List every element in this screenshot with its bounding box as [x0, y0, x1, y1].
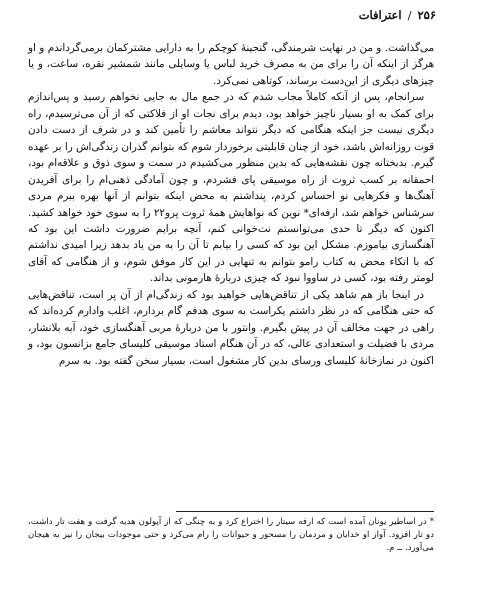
paragraph-3: در اینجا باز هم شاهد یکی از تناقض‌هایی خواهید بود که زندگی‌ام از آن پر است، تناقض‌هایی که حتی هنگامی که در نظر داشتم یکراست به سوی هدفم گام بردارم، اغلب وادارم کرده‌اند که راهی در جهت مخالف آن در پیش بگیرم. وانتور با من دربارهٔ مربی آهنگسازی خود، آبه بلانشار، مردی با فضیلت و استعدادی عالی، که در آن هنگام استاد موسیقی کلیسای جامع بزانسون بود، و اکنون در نمازخانهٔ کلیسای ورسای بدین کار مشغول است، بسیار سخن گفته بود. به سرم: [28, 288, 434, 367]
book-title: اعترافات: [358, 8, 402, 22]
footnote-divider: [176, 511, 434, 512]
paragraph-1: می‌گذاشت. و من در نهایت شرمندگی، گنجینهٔ کوچکم را به دارایی مشترکمان برمی‌گرداندم و او هرگز از اینکه آن را برای من به مصرف خرید لباس یا وسایلی مانند شمشیر نقره، ساعت، و یا چیزهای دیگری از این‌دست برساند، کوتاهی نمی‌کرد.: [28, 42, 434, 87]
paragraph-2: سرانجام، پس از آنکه کاملاً مجاب شدم که در جمع مال به جایی نخواهم رسید و پس‌اندازم برای کمک به او بسیار ناچیز خواهد بود، دیدم برای نجات او از فلاکتی که از آن می‌ترسیدم، راه دیگری نیست جز اینکه هنگامی که دیگر نتواند معاشم را تأمین کند و در شرف از دست دادن قوت روزانه‌اش باشد، خود از چنان قابلیتی برخوردار شوم که بتوانم گذران زندگی‌اش را بر عهده گیرم. بدبختانه چون نقشه‌هایی که بدین منظور می‌کشیدم در سمت و سوی ذوق و علاقه‌ام بود، احمقانه بر کسب ثروت از راه موسیقی پای فشردم، و چون آمادگی ذهنی‌ام را برای آفریدن آهنگ‌ها و فکرهایی نو احساس کردم، پنداشتم به محض اینکه بتوانم از آنها بهره ببرم مردی سرشناس خواهم شد، ارفه‌ای* نوین که نواهایش همهٔ ثروت پرو۲۲ را به سوی خود خواهد کشید. اکنون که دیگر تا حدی می‌توانستم نت‌خوانی کنم، آنچه برایم ضرورت داشت این بود که آهنگسازی بیاموزم. مشکل این بود که کسی را بیابم تا آن را به من یاد بدهد زیرا امیدی نداشتم که با اتکاء محض به کتاب رامو بتوانم به تنهایی در این کار موفق شوم، و از هنگامی که آقای لومتر رفته بود، کسی در ساووا نبود که چیزی دربارهٔ هارمونی بداند.: [28, 91, 434, 285]
running-header: [359, 8, 436, 22]
footnote: * در اساطیر یونان آمده است که ارفه سیتار را اختراع کرد و به چنگی که از آپولون هدیه گرفت و هفت تار داشت، دو تار افزود. آواز او خدایان و مردمان را مسحور و حیوانات را رام می‌کرد و حتی موجودات بیجان را نیز به هیجان می‌آورد. ــ م.: [28, 517, 434, 553]
header-separator: /: [407, 8, 412, 22]
body-text: [28, 40, 434, 369]
page-number: ۲۵۶: [417, 8, 436, 22]
